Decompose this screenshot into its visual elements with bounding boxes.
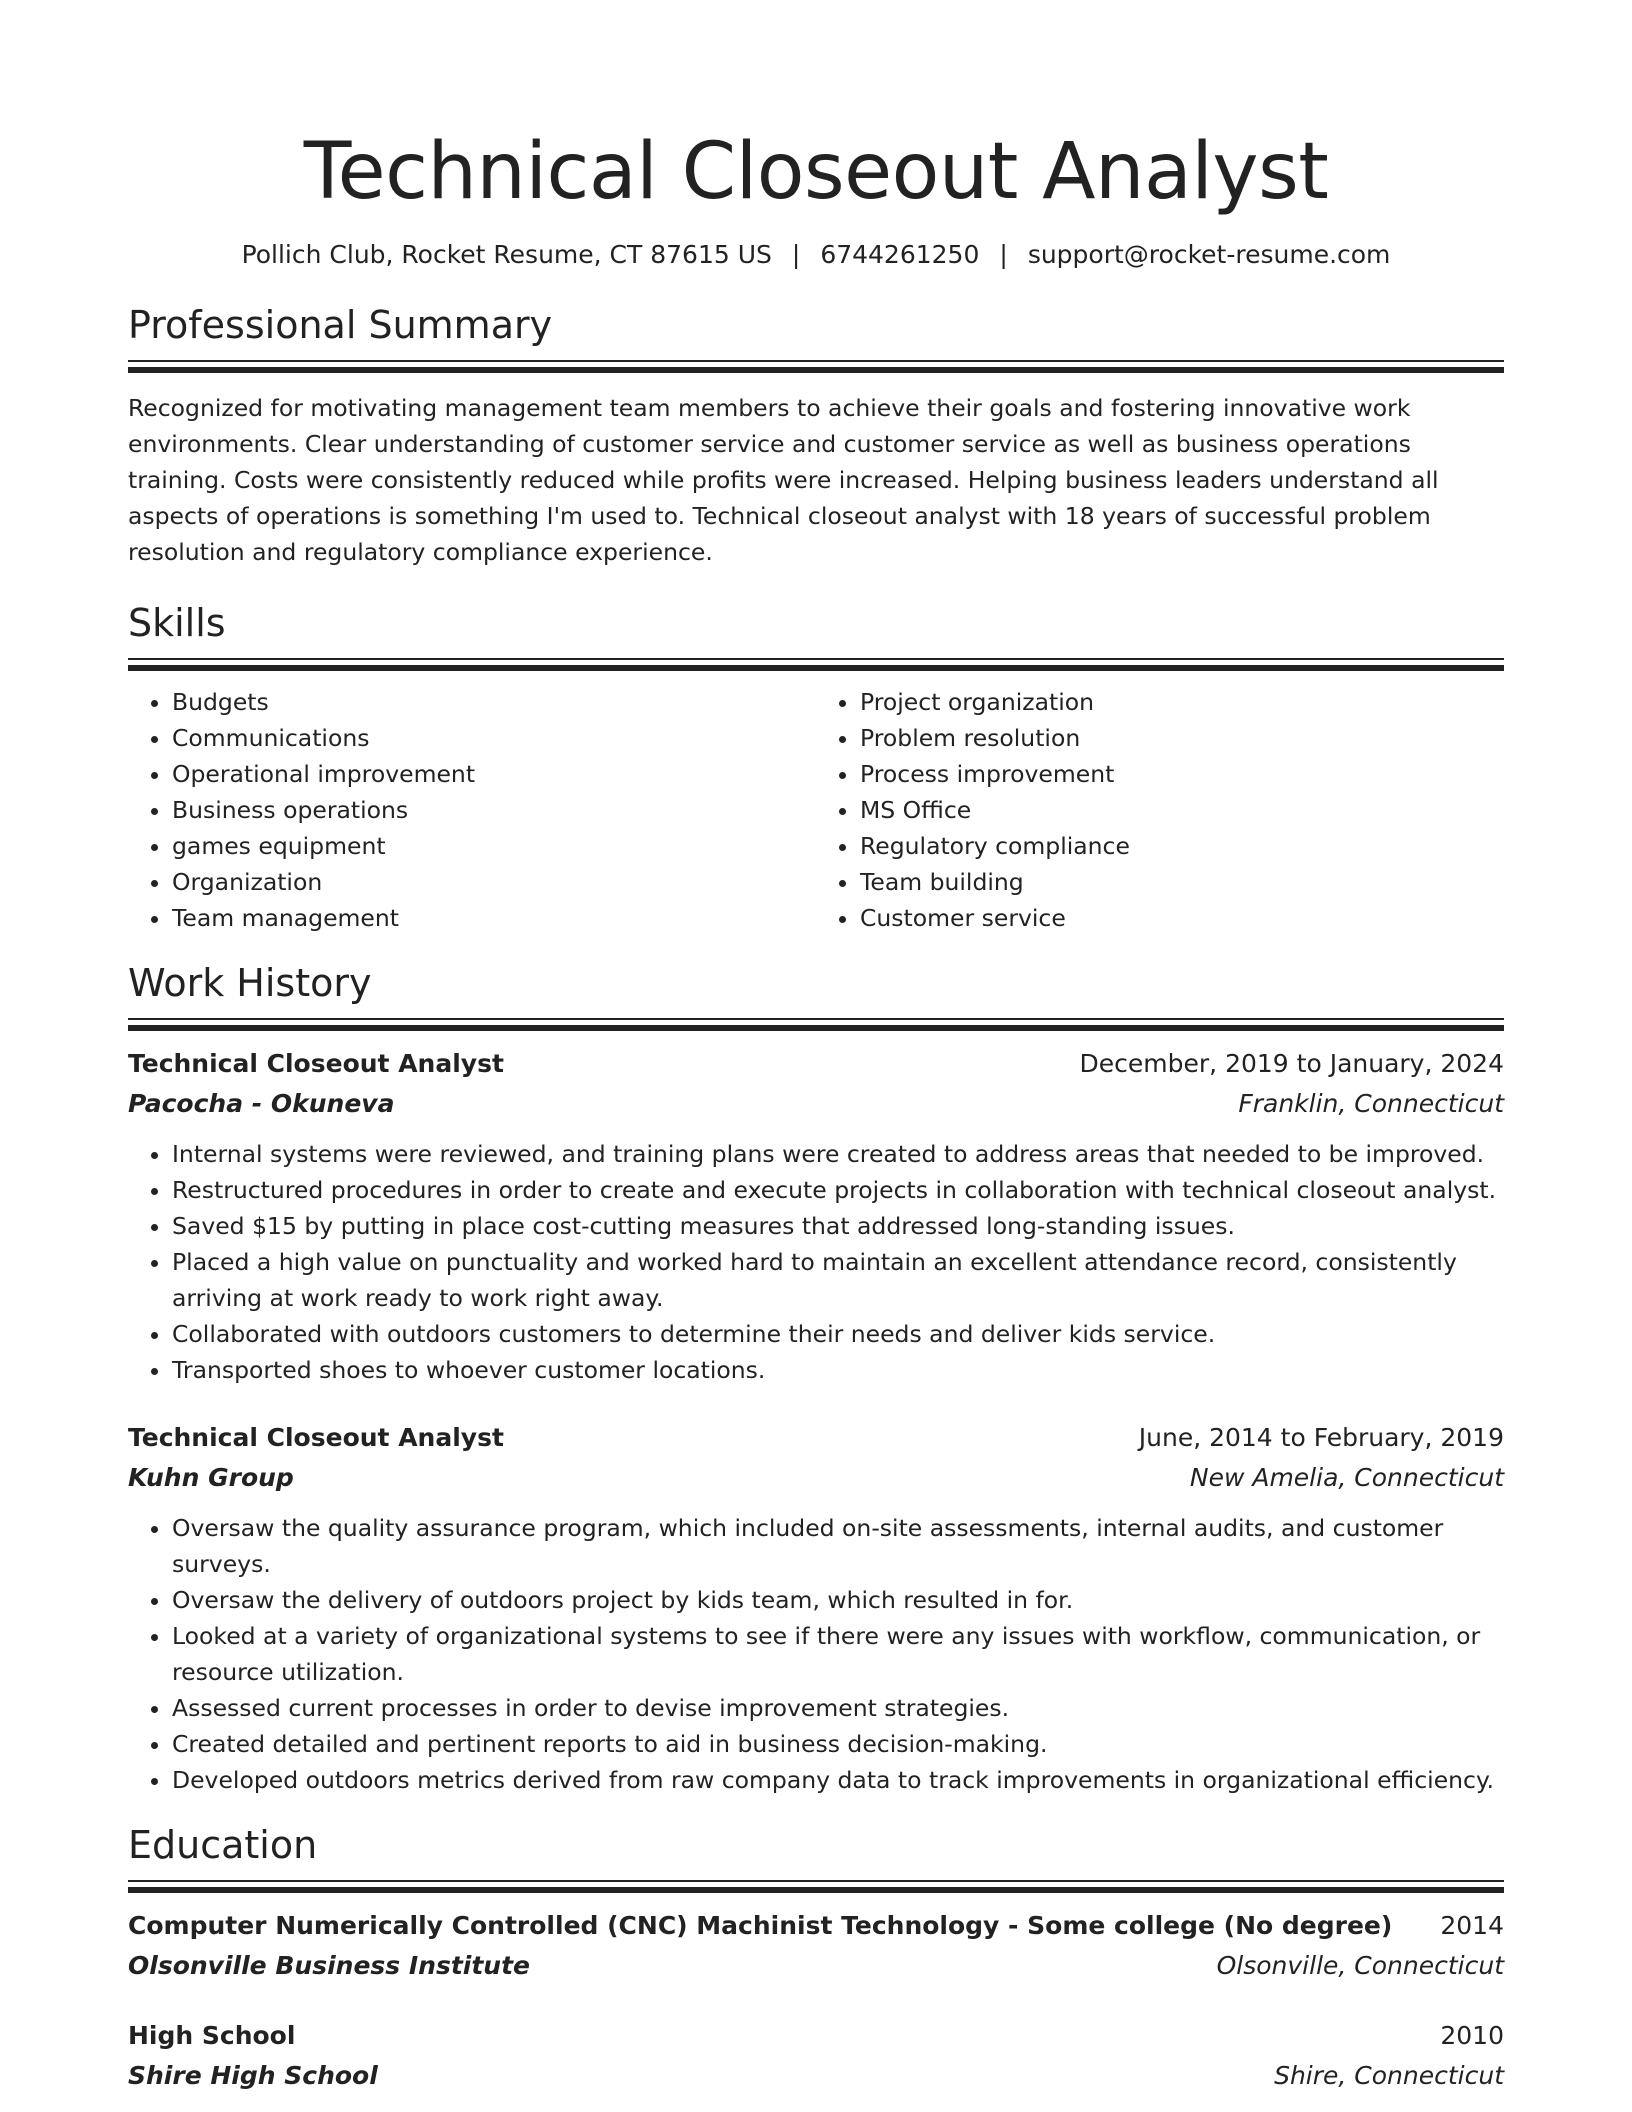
contact-email: support@rocket-resume.com: [1027, 240, 1391, 269]
skill-item: • Customer service: [860, 900, 1504, 936]
job-bullet: • Created detailed and pertinent reports to aid in business decision-making.: [172, 1726, 1504, 1762]
job-bullet: • Transported shoes to whoever customer locations.: [172, 1352, 1504, 1388]
job-location: Franklin, Connecticut: [1238, 1089, 1504, 1118]
education-location: Olsonville, Connecticut: [1216, 1951, 1504, 1980]
job-bullet: • Placed a high value on punctuality and worked hard to maintain an excellent attendance record, consistently arriving at work ready to work right away.: [172, 1244, 1504, 1316]
job-bullet: • Oversaw the quality assurance program, which included on-site assessments, internal audits, and customer surveys.: [172, 1510, 1504, 1582]
job-bullet: • Developed outdoors metrics derived from raw company data to track improvements in organizational efficiency.: [172, 1762, 1504, 1798]
section-divider: [128, 1018, 1504, 1030]
job-bullet: • Collaborated with outdoors customers to determine their needs and deliver kids service.: [172, 1316, 1504, 1352]
education-title: Education: [128, 1823, 318, 1867]
summary-text: Recognized for motivating management team members to achieve their goals and fostering innovative work environments. Clear understanding of customer service and customer service as well as business operations training. Costs were consistently reduced while profits were increased. Helping business leaders understand all aspects of operations is something I'm used to. Technical closeout analyst with 18 years of successful problem resolution and regulatory compliance experience.: [128, 394, 1439, 566]
education-location: Shire, Connecticut: [1274, 2061, 1504, 2090]
skill-item: • Team management: [172, 900, 816, 936]
job-bullet: • Internal systems were reviewed, and training plans were created to address areas that needed to be improved.: [172, 1136, 1504, 1172]
job-dates: December, 2019 to January, 2024: [1079, 1049, 1504, 1078]
skills-section: [128, 600, 1504, 936]
job-bullet: • Saved $15 by putting in place cost-cutting measures that addressed long-standing issues.: [172, 1208, 1504, 1244]
skill-item: • Budgets: [172, 684, 816, 720]
education-entry: [128, 1906, 1504, 1986]
skill-item: • Team building: [860, 864, 1504, 900]
skill-item: • Operational improvement: [172, 756, 816, 792]
skills-title: Skills: [128, 601, 226, 645]
skill-item: • Process improvement: [860, 756, 1504, 792]
education-subheader: [128, 2056, 1504, 2096]
resume-name: Technical Closeout Analyst: [303, 127, 1329, 217]
skill-item: • Organization: [172, 864, 816, 900]
job-header: [128, 1044, 1504, 1084]
section-divider: [128, 658, 1504, 670]
job-subheader: [128, 1458, 1504, 1498]
education-year: 2010: [1440, 2021, 1504, 2050]
job-bullet: • Restructured procedures in order to create and execute projects in collaboration with technical closeout analyst.: [172, 1172, 1504, 1208]
job-title: Technical Closeout Analyst: [128, 1049, 504, 1078]
skill-item: • Project organization: [860, 684, 1504, 720]
education-degree: High School: [128, 2021, 296, 2050]
summary-title: Professional Summary: [128, 303, 553, 347]
job-header: [128, 1418, 1504, 1458]
contact-separator: |: [791, 240, 801, 269]
job-company: Kuhn Group: [128, 1463, 294, 1492]
contact-separator: |: [999, 240, 1008, 269]
job-bullets: [128, 1510, 1504, 1798]
job-title: Technical Closeout Analyst: [128, 1423, 504, 1452]
job-dates: June, 2014 to February, 2019: [1138, 1423, 1504, 1452]
education-year: 2014: [1440, 1911, 1504, 1940]
skill-item: • MS Office: [860, 792, 1504, 828]
section-divider: [128, 360, 1504, 372]
job-bullet: • Assessed current processes in order to devise improvement strategies.: [172, 1690, 1504, 1726]
job-entry: [128, 1044, 1504, 1388]
skill-item: • Problem resolution: [860, 720, 1504, 756]
work-history-section: [128, 960, 1504, 1798]
job-location: New Amelia, Connecticut: [1189, 1463, 1504, 1492]
education-subheader: [128, 1946, 1504, 1986]
job-bullets: [128, 1136, 1504, 1388]
education-school: Shire High School: [128, 2061, 378, 2090]
job-company: Pacocha - Okuneva: [128, 1089, 395, 1118]
job-entry: [128, 1418, 1504, 1798]
contact-address: Pollich Club, Rocket Resume, CT 87615 US: [241, 240, 772, 269]
resume-page: [128, 0, 1504, 2096]
skill-item: • Communications: [172, 720, 816, 756]
job-subheader: [128, 1084, 1504, 1124]
skills-list-right: [816, 684, 1504, 936]
work-history-title: Work History: [128, 961, 372, 1005]
education-header: [128, 2016, 1504, 2056]
skills-list-left: [128, 684, 816, 936]
job-bullet: • Looked at a variety of organizational systems to see if there were any issues with workflow, communication, or resource utilization.: [172, 1618, 1504, 1690]
education-entry: [128, 2016, 1504, 2096]
summary-section: [128, 302, 1504, 570]
job-bullet: • Oversaw the delivery of outdoors project by kids team, which resulted in for.: [172, 1582, 1504, 1618]
skills-columns: [128, 684, 1504, 936]
skill-item: • games equipment: [172, 828, 816, 864]
section-divider: [128, 1880, 1504, 1892]
contact-phone: 6744261250: [820, 240, 980, 269]
skill-item: • Business operations: [172, 792, 816, 828]
education-section: [128, 1822, 1504, 2096]
education-header: [128, 1906, 1504, 1946]
skill-item: • Regulatory compliance: [860, 828, 1504, 864]
education-degree: Computer Numerically Controlled (CNC) Machinist Technology - Some college (No degree): [128, 1911, 1393, 1940]
contact-line: [128, 238, 1504, 272]
education-school: Olsonville Business Institute: [128, 1951, 531, 1980]
